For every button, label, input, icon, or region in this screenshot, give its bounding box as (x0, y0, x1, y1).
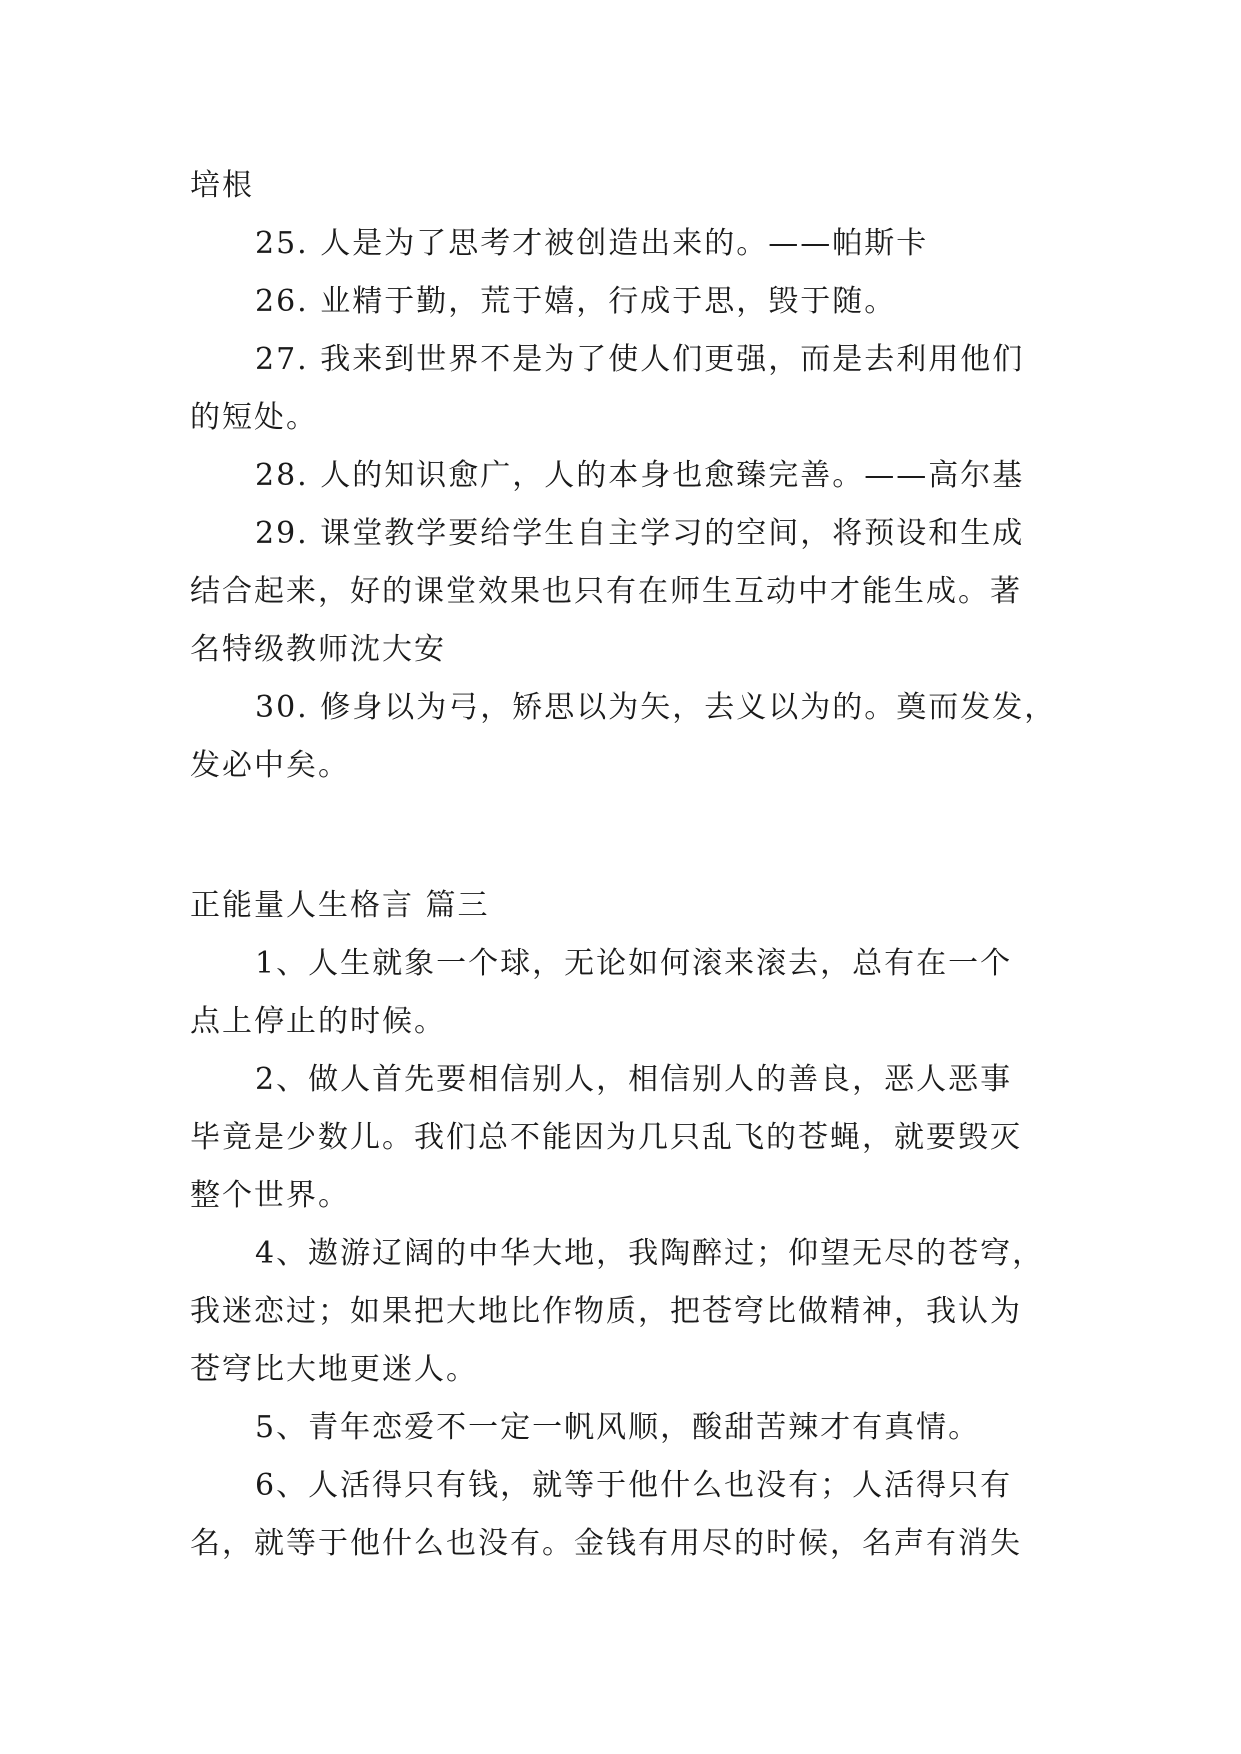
quote-25: 25. 人是为了思考才被创造出来的。——帕斯卡 (255, 226, 929, 261)
quote-30: 30. 修身以为弓，矫思以为矢，去义以为的。奠而发发， (255, 690, 1057, 725)
document-body (190, 157, 1060, 1573)
quote-2-continued: 毕竟是少数儿。我们总不能因为几只乱飞的苍蝇，就要毁灭 (190, 1120, 1022, 1155)
quote-1-continued: 点上停止的时候。 (190, 1004, 446, 1039)
quote-29: 29. 课堂教学要给学生自主学习的空间，将预设和生成 (255, 516, 1025, 551)
quote-1: 1、人生就象一个球，无论如何滚来滚去，总有在一个 (255, 946, 1013, 981)
section-spacer (190, 795, 1060, 877)
quote-4-continued: 我迷恋过；如果把大地比作物质，把苍穹比做精神，我认为 (190, 1294, 1022, 1329)
quote-4-continued: 苍穹比大地更迷人。 (190, 1352, 478, 1387)
section-heading: 正能量人生格言 篇三 (190, 888, 490, 923)
quote-26: 26. 业精于勤，荒于嬉，行成于思，毁于随。 (255, 284, 897, 319)
paragraph-line: 培根 (190, 168, 254, 203)
quote-6: 6、人活得只有钱，就等于他什么也没有；人活得只有 (255, 1468, 1013, 1503)
quote-27: 27. 我来到世界不是为了使人们更强，而是去利用他们 (255, 342, 1025, 377)
quote-2-continued: 整个世界。 (190, 1178, 350, 1213)
quote-2: 2、做人首先要相信别人，相信别人的善良，恶人恶事 (255, 1062, 1013, 1097)
quote-4: 4、遨游辽阔的中华大地，我陶醉过；仰望无尽的苍穹， (255, 1236, 1045, 1271)
quote-5: 5、青年恋爱不一定一帆风顺，酸甜苦辣才有真情。 (255, 1410, 981, 1445)
quote-30-continued: 发必中矣。 (190, 748, 350, 783)
quote-28: 28. 人的知识愈广，人的本身也愈臻完善。——高尔基 (255, 458, 1025, 493)
quote-29-continued: 名特级教师沈大安 (190, 632, 446, 667)
quote-29-continued: 结合起来，好的课堂效果也只有在师生互动中才能生成。著 (190, 574, 1022, 609)
quote-6-continued: 名，就等于他什么也没有。金钱有用尽的时候，名声有消失 (190, 1526, 1022, 1561)
quote-27-continued: 的短处。 (190, 400, 318, 435)
